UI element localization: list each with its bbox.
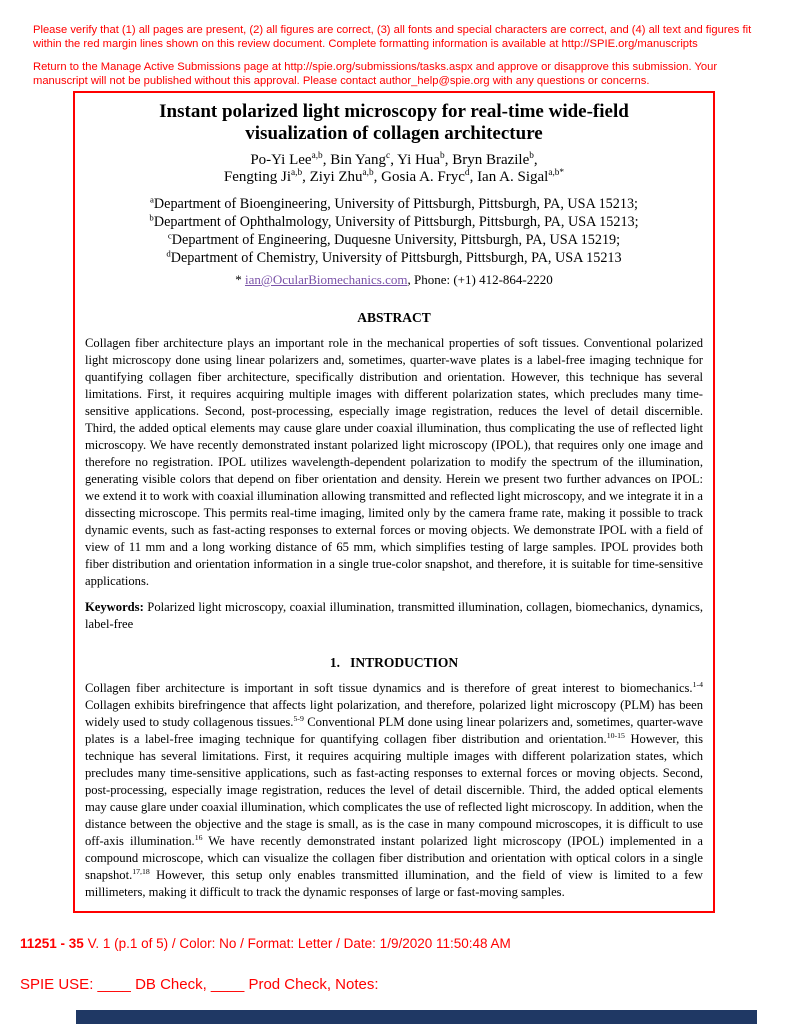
superscript: c [167,230,172,241]
paper-title-line2: visualization of collagen architecture [245,123,543,144]
superscript: 1-4 [692,679,703,689]
paper-title-line1: Instant polarized light microscopy for real-time wide-field [159,101,629,122]
review-instructions-para2: Return to the Manage Active Submissions page at http://spie.org/submissions/tasks.aspx and approve or disapprove this submission. Your manuscript will not be published without this approval. Please contact author_help@spie.org with any questions or concerns. [33,61,718,87]
affiliation-line: $^a$Department of Bioengineering, University of Pittsburgh, Pittsburgh, PA, USA 15213; [150,194,638,212]
affiliation-line: $^d$Department of Chemistry, University of Pittsburgh, Pittsburgh, PA, USA 15213 [166,248,622,266]
superscript: 17,18 [132,866,150,876]
bottom-edge-bar [76,1010,757,1024]
manuscript-page [73,91,715,913]
superscript: a [150,194,154,205]
email-link[interactable]: ian@OcularBiomechanics.com [244,272,408,287]
superscript: 5-9 [293,713,304,723]
superscript: a,b [291,168,303,178]
superscript: 10-15 [606,730,625,740]
review-instructions-para1: Please verify that (1) all pages are present, (2) all figures are correct, (3) all fonts and special characters are correct, and (4) all text and figures fit within the red margin lines shown on this review document. Complete formatting information is available at http://SPIE.org/manuscripts [33,24,752,50]
keywords-paragraph: Keywords: Polarized light microscopy, coaxial illumination, transmitted illumination, collagen, biomechanics, dynamics, label-free [85,600,703,631]
superscript: b [149,212,154,223]
author-line: Po-Yi Lee$^{a,b}$, Bin Yang$^c$, Yi Hua$^b$, Bryn Brazile$^b$, [250,151,538,168]
author-line: Fengting Ji$^{a,b}$, Ziyi Zhu$^{a,b}$, Gosia A. Fryc$^d$, Ian A. Sigal$^{a,b*}$ [223,168,565,185]
review-instructions [33,24,757,98]
superscript: d [166,248,171,259]
bold-text: Keywords: [85,600,144,614]
superscript: a,b [362,168,374,178]
author-list [85,152,703,186]
affiliation-line: $^c$Department of Engineering, Duquesne University, Pittsburgh, PA, USA 15219; [167,230,621,248]
introduction-paragraph-2 [85,910,703,913]
superscript: a,b* [548,168,565,178]
manuscript-id-footer: 11251 - 35 V. 1 (p.1 of 5) / Color: No / Format: Letter / Date: 1/9/2020 11:50:48 AM [20,936,511,951]
introduction-paragraph-1: Collagen fiber architecture is important in soft tissue dynamics and is therefore of great interest to biomechanics.$^{1-4}$ Collagen exhibits birefringence that affects light polarization, and therefore, polarized light microscopy (PLM) has been widely used to study collagenous tissues.$^{5-9}$ Conventional PLM done using linear polarizers and, sometimes, quarter-wave plates is a label-free imaging technique for quantifying collagen fiber distribution and orientation.$^{10-15}$ However, this technique has several limitations. First, it requires acquiring multiple images with different polarization states, which precludes many time-sensitive applications, such as fast-acting responses to external forces or moving objects. Second, post-processing, especially image registration, reduces the level of detail discernible. Third, the added optical elements may cause glare under coaxial illumination, which complicates the use of reflected light microscopy. In addition, when the distance between the objective and the stage is small, as is the case in many compound microscopes, it is difficult to use off-axis illumination.$^{16}$ We have recently demonstrated instant polarized light microscopy (IPOL) implemented in a compound microscope, which can visualize the collagen fiber distribution and orientation with optical colors in a single snapshot.$^{17,18}$ However, this setup only enables transmitted illumination, and the field of view is limited to a few millimeters, making it difficult to track the dynamic responses of large or fast-moving samples. [85,679,704,899]
corresponding-author-contact: * ian@OcularBiomechanics.com, Phone: (+1) 412-864-2220 [235,272,553,287]
spie-use-footer: SPIE USE: ____ DB Check, ____ Prod Check, Notes: [20,976,379,993]
section-heading-introduction: 1. INTRODUCTION [329,655,459,670]
paper-title [85,101,703,145]
affiliation-line: $^b$Department of Ophthalmology, University of Pittsburgh, Pittsburgh, PA, USA 15213; [149,212,639,230]
superscript: 16 [194,832,203,842]
affiliations [85,195,703,267]
superscript: c [386,151,391,161]
superscript: b [529,151,534,161]
bold-text: 11251 - 35 [20,936,84,951]
superscript: b [440,151,445,161]
superscript: a,b [311,151,323,161]
abstract-heading: ABSTRACT [357,310,431,325]
superscript: d [464,168,470,178]
abstract-paragraph: Collagen fiber architecture plays an important role in the mechanical properties of soft tissues. Conventional polarized light microscopy done using linear polarizers and, sometimes, quarter-wave plates is a label-free imaging technique for quantifying collagen fiber architecture, specifically distribution and orientation. However, this technique has several limitations. First, it requires acquiring multiple images with different polarization states, which precludes many time-sensitive applications. Second, post-processing, especially image registration, reduces the level of detail discernible. Third, the added optical elements may cause glare under coaxial illumination, thus complicating the use of reflected light microscopy. We have recently demonstrated instant polarized light microscopy (IPOL), that requires only one image and therefore no registration. IPOL utilizes wavelength-dependent polarization to modify the spectrum of the illumination, generating visible colors that depend on fiber orientation and density. Herein we present two further advances on IPOL: we extend it to work with coaxial illumination allowing transmitted and reflected light microscopy, and we integrate it in a dissecting microscope. This permits real-time imaging, limited only by the camera frame rate, making it possible to track dynamic events, such as fast-acting responses to external forces or moving objects. We demonstrate IPOL with a field of view of 11 mm and a long working distance of 65 mm, which simplifies testing of large samples. IPOL provides both fiber distribution and orientation information in a single true-color snapshot, and therefore, it is suitable for time-sensitive applications. [85,336,703,588]
